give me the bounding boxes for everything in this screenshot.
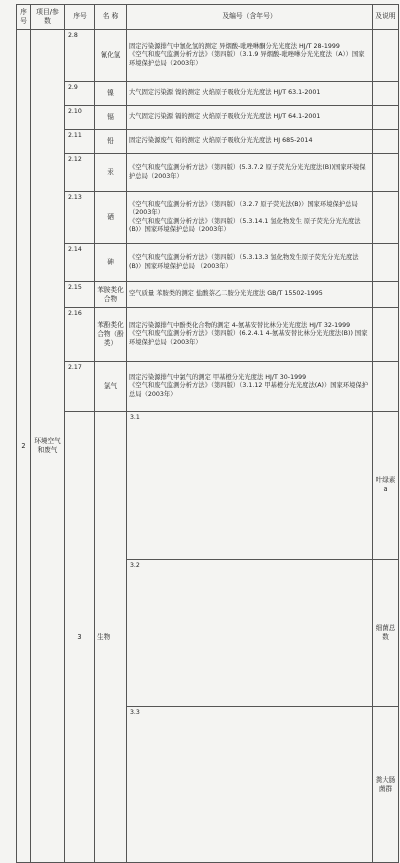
row-name: 叶绿素 a <box>373 412 399 560</box>
row-note <box>373 154 399 192</box>
standards-table <box>16 4 399 863</box>
table-header <box>17 5 399 30</box>
row-sub-seq: 2.15 <box>65 282 95 308</box>
group-category: 生物 <box>95 412 127 863</box>
row-name: 镉 <box>95 106 127 130</box>
table-row <box>17 106 399 130</box>
standard-line: 空气质量 苯胺类的测定 盐酸萘乙二胺分光光度法 GB/T 15502-1995 <box>129 290 323 298</box>
table-row <box>17 82 399 106</box>
row-name: 汞 <box>95 154 127 192</box>
row-note <box>373 130 399 154</box>
row-note <box>373 30 399 82</box>
table-row <box>17 362 399 412</box>
header-item: 项目/参数 <box>31 5 65 30</box>
row-name: 细菌总数 <box>373 559 399 707</box>
row-note <box>373 82 399 106</box>
table-row <box>17 30 399 82</box>
row-standard <box>127 130 373 154</box>
row-name: 苯酚类化合物（酚类） <box>95 308 127 362</box>
standard-line: 大气固定污染源 镍的测定 火焰原子吸收分光光度法 HJ/T 63.1-2001 <box>129 89 321 97</box>
group-seq: 3 <box>65 412 95 863</box>
table-row <box>17 192 399 244</box>
table-row <box>17 282 399 308</box>
row-note <box>373 192 399 244</box>
row-sub-seq: 2.16 <box>65 308 95 362</box>
row-standard <box>127 362 373 412</box>
row-name: 镍 <box>95 82 127 106</box>
row-name: 苯胺类化合物 <box>95 282 127 308</box>
row-sub-seq: 3.1 <box>127 412 373 560</box>
row-name: 氯气 <box>95 362 127 412</box>
group-category: 环境空气和废气 <box>31 30 65 863</box>
standard-line: 《空气和废气监测分析方法》（第四版）(6.2.4.1 4-氨基安替比林分光光度法(B)) 国家环境保护总局（2003年） <box>129 330 368 346</box>
header-note: 及说明 <box>373 5 399 30</box>
table-row <box>17 154 399 192</box>
standard-line: 固定污染源排气中酚类化合物的测定 4-氨基安替比林分光光度法 HJ/T 32-1999 <box>129 321 351 329</box>
row-sub-seq: 3.3 <box>127 707 373 863</box>
header-sub-seq: 序号 <box>65 5 95 30</box>
row-name: 氰化氢 <box>95 30 127 82</box>
header-name: 名 称 <box>95 5 127 30</box>
row-sub-seq: 3.2 <box>127 559 373 707</box>
row-note <box>373 308 399 362</box>
row-note <box>373 282 399 308</box>
row-sub-seq: 2.14 <box>65 244 95 282</box>
row-sub-seq: 2.17 <box>65 362 95 412</box>
row-sub-seq: 2.11 <box>65 130 95 154</box>
standard-line: 《空气和废气监测分析方法》（第四版）（3.1.9 异烟酸-吡唑啉分光光度法（A））国家环境保护总局（2003年） <box>129 51 365 67</box>
row-standard <box>127 154 373 192</box>
standard-line: 《空气和废气监测分析方法》（第四版）（3.1.12 甲基橙分光光度法(A)）国家环境保护总局（2003年） <box>129 382 369 398</box>
row-sub-seq: 2.12 <box>65 154 95 192</box>
row-note <box>373 106 399 130</box>
row-sub-seq: 2.13 <box>65 192 95 244</box>
row-note <box>373 362 399 412</box>
row-sub-seq: 2.10 <box>65 106 95 130</box>
header-standard: 及编号（含年号） <box>127 5 373 30</box>
standard-line: 《空气和废气监测分析方法》（第四版）（5.3.14.1 氢化物发生 原子荧光分光光度法(B)）国家环境保护总局（2003年） <box>129 217 361 233</box>
row-standard <box>127 282 373 308</box>
row-standard <box>127 308 373 362</box>
row-name: 砷 <box>95 244 127 282</box>
standard-line: 固定污染源废气 铅的测定 火焰原子吸收分光光度法 HJ 685-2014 <box>129 137 313 145</box>
row-note <box>373 244 399 282</box>
table-row <box>17 308 399 362</box>
standard-line: 固定污染源排气中氯气的测定 甲基橙分光光度法 HJ/T 30-1999 <box>129 373 307 381</box>
group-seq: 2 <box>17 30 31 863</box>
row-standard <box>127 244 373 282</box>
header-seq: 序号 <box>17 5 31 30</box>
row-name: 硒 <box>95 192 127 244</box>
standard-line: 《空气和废气监测分析方法》（第四版）（3.2.7 原子荧光法(B)）国家环境保护总局（2003年） <box>129 200 358 216</box>
table-row <box>17 244 399 282</box>
row-sub-seq: 2.8 <box>65 30 95 82</box>
row-name: 铅 <box>95 130 127 154</box>
row-standard <box>127 192 373 244</box>
row-sub-seq: 2.9 <box>65 82 95 106</box>
standard-line: 固定污染源排气中氰化氢的测定 异烟酸-吡唑啉酮分光光度法 HJ/T 28-1999 <box>129 42 340 50</box>
table-row <box>17 412 399 560</box>
standard-line: 大气固定污染源 镉的测定 火焰原子吸收分光光度法 HJ/T 64.1-2001 <box>129 113 321 121</box>
table-row <box>17 130 399 154</box>
row-standard <box>127 82 373 106</box>
standard-line: 《空气和废气监测分析方法》（第四版）（5.3.13.3 氢化物发生原子荧光分光光度法(B)）国家环境保护总局 （2003年） <box>129 254 359 270</box>
standard-line: 《空气和废气监测分析方法》（第四版）(5.3.7.2 原子荧光分光光度法(B))国家环境保护总局（2003年） <box>129 164 366 180</box>
row-standard <box>127 30 373 82</box>
row-name: 粪大肠菌群 <box>373 707 399 863</box>
row-standard <box>127 106 373 130</box>
